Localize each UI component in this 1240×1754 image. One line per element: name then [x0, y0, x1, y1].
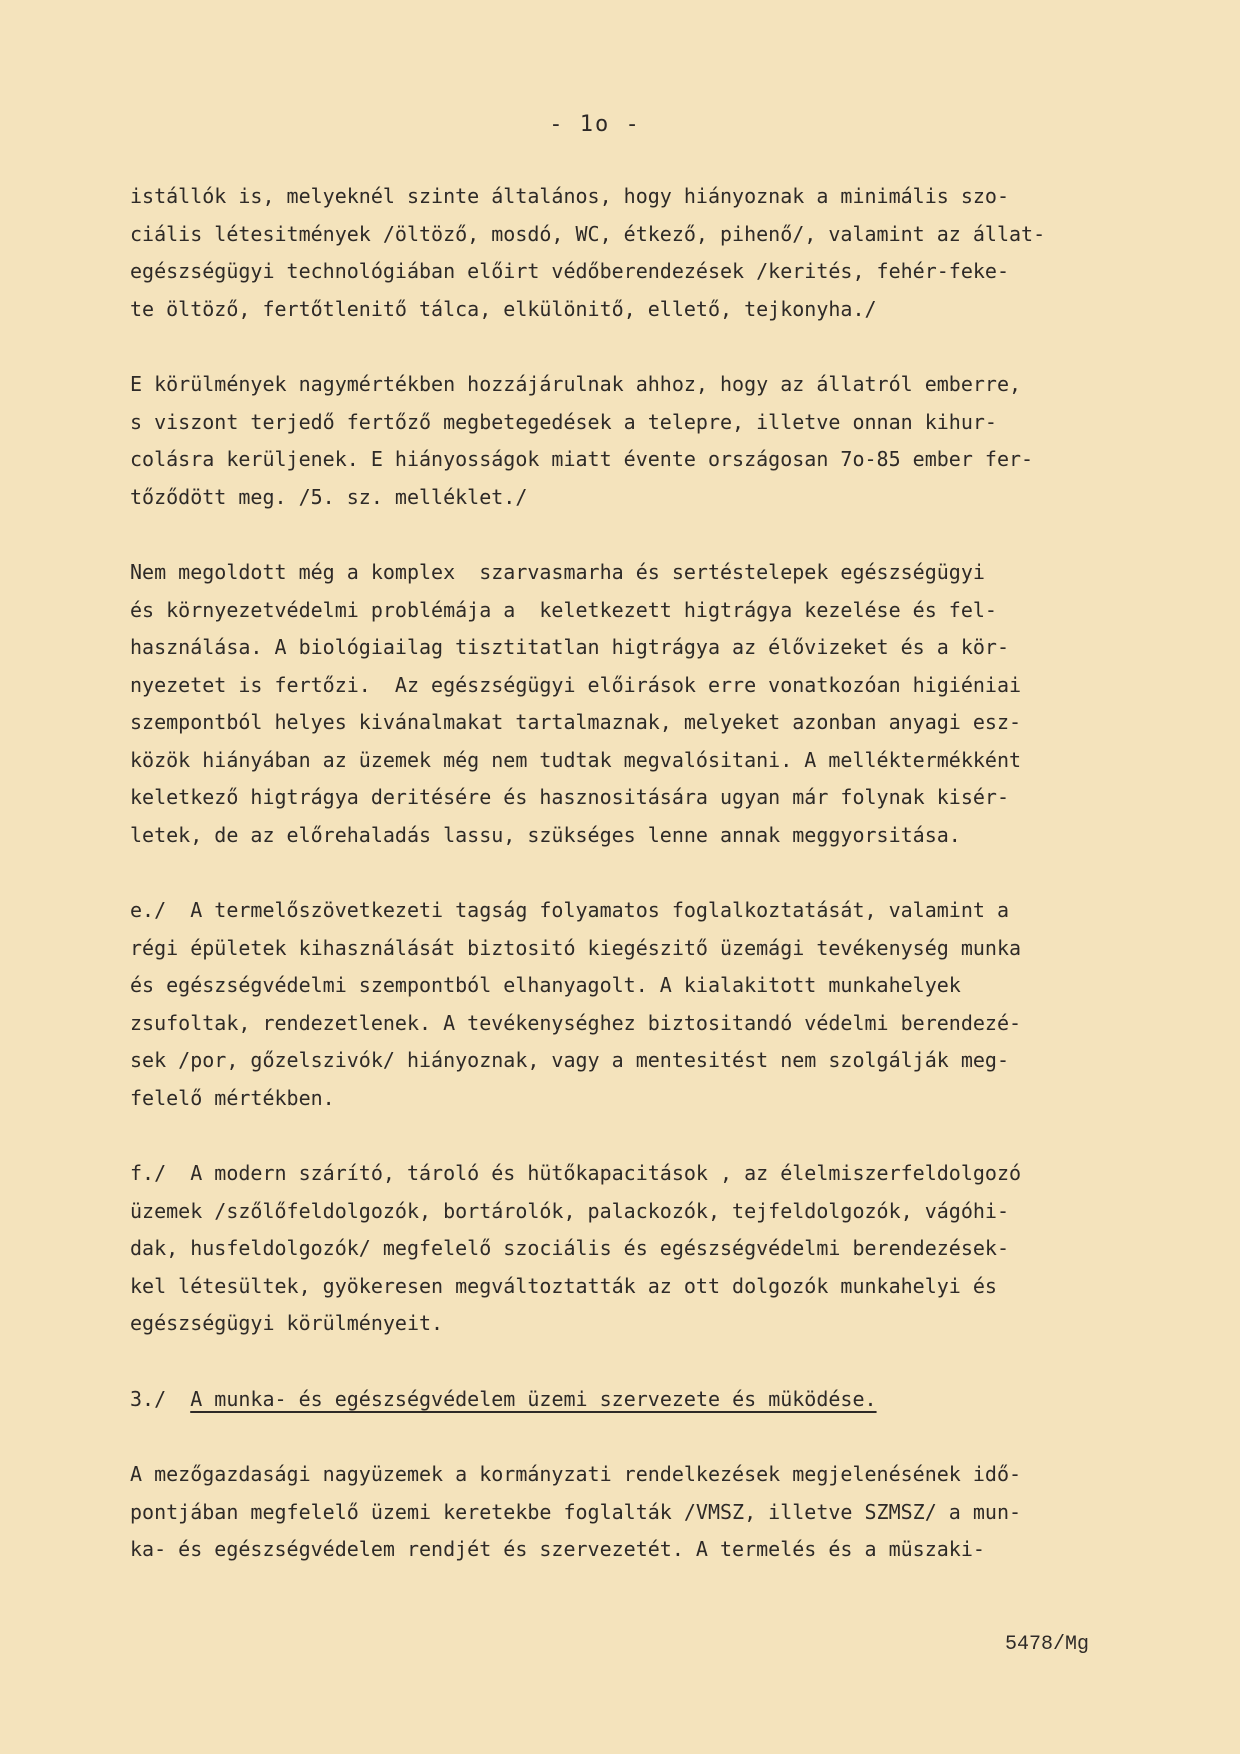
- section-number: 3./: [130, 1386, 167, 1411]
- text-line: kel létesültek, gyökeresen megváltoztatták az ott dolgozók munkahelyi és: [130, 1273, 997, 1298]
- text-line: istállók is, melyeknél szinte általános, hogy hiányoznak a minimális szo-: [130, 184, 1009, 208]
- section-heading: [130, 1381, 1130, 1419]
- text-line: ciális létesitmények /öltöző, mosdó, WC, étkező, pihenő/, valamint az állat-: [130, 221, 1046, 246]
- paragraph-5: [130, 1155, 1130, 1343]
- text-line: E körülmények nagymértékben hozzájárulnak ahhoz, hogy az állatról emberre,: [130, 372, 1022, 396]
- text-line: e./ A termelőszövetkezeti tagság folyamatos foglalkoztatását, valamint a: [130, 898, 1009, 922]
- text-line: zsufoltak, rendezetlenek. A tevékenységhez biztositandó védelmi berendezé-: [130, 1010, 1022, 1035]
- text-line: használása. A biológiailag tisztitatlan higtrágya az élővizeket és a kör-: [130, 635, 1009, 659]
- paragraph-4: [130, 892, 1130, 1117]
- document-body: [130, 178, 1130, 1607]
- paragraph-1: [130, 178, 1130, 328]
- text-line: üzemek /szőlőfeldolgozók, bortárolók, palackozók, tejfeldolgozók, vágóhi-: [130, 1198, 1009, 1223]
- paragraph-2: [130, 366, 1130, 516]
- text-line: A mezőgazdasági nagyüzemek a kormányzati rendelkezések megjelenésének idő-: [130, 1462, 1022, 1486]
- text-line: szempontból helyes kivánalmakat tartalmaznak, melyeket azonban anyagi esz-: [130, 710, 1022, 734]
- text-line: ka- és egészségvédelem rendjét és szervezetét. A termelés és a müszaki-: [130, 1537, 985, 1561]
- text-line: keletkező higtrágya deritésére és hasznositására ugyan már folynak kisér-: [130, 785, 1009, 809]
- paragraph-3: [130, 554, 1130, 854]
- text-line: és egészségvédelmi szempontból elhanyagolt. A kialakitott munkahelyek: [130, 973, 961, 997]
- text-line: s viszont terjedő fertőző megbetegedések a telepre, illetve onnan kihur-: [130, 409, 997, 434]
- text-line: dak, husfeldolgozók/ megfelelő szociális és egészségvédelmi berendezések-: [130, 1236, 1009, 1260]
- page-number: - 1o -: [549, 112, 641, 137]
- document-reference-code: 5478/Mg: [1005, 1633, 1090, 1656]
- text-line: felelő mértékben.: [130, 1085, 335, 1110]
- text-line: és környezetvédelmi problémája a keletkezett higtrágya kezelése és fel-: [130, 597, 997, 622]
- text-line: egészségügyi technológiában előirt védőberendezések /kerités, fehér-feke-: [130, 259, 1009, 283]
- text-line: te öltöző, fertőtlenitő tálca, elkülönitő, ellető, tejkonyha./: [130, 296, 877, 321]
- text-line: közök hiányában az üzemek még nem tudtak megvalósitani. A melléktermékként: [130, 747, 1022, 772]
- text-line: f./ A modern szárító, tároló és hütőkapacitások , az élelmiszerfeldolgozó: [130, 1161, 1022, 1185]
- section-title: A munka- és egészségvédelem üzemi szervezete és müködése.: [190, 1386, 877, 1411]
- text-line: tőződött meg. /5. sz. melléklet./: [130, 484, 528, 509]
- text-line: colásra kerüljenek. E hiányosságok miatt évente országosan 7o-85 ember fer-: [130, 447, 1034, 471]
- text-line: egészségügyi körülményeit.: [130, 1311, 444, 1335]
- text-line: sek /por, gőzelszivók/ hiányoznak, vagy a mentesitést nem szolgálják meg-: [130, 1048, 1009, 1072]
- paragraph-6: [130, 1456, 1130, 1569]
- text-line: pontjában megfelelő üzemi keretekbe foglalták /VMSZ, illetve SZMSZ/ a mun-: [130, 1499, 1022, 1524]
- text-line: Nem megoldott még a komplex szarvasmarha és sertéstelepek egészségügyi: [130, 560, 985, 584]
- text-line: nyezetet is fertőzi. Az egészségügyi előirások erre vonatkozóan higiéniai: [130, 672, 1022, 697]
- text-line: régi épületek kihasználását biztositó kiegészitő üzemági tevékenység munka: [130, 935, 1022, 960]
- text-line: letek, de az előrehaladás lassu, szükséges lenne annak meggyorsitása.: [130, 822, 961, 847]
